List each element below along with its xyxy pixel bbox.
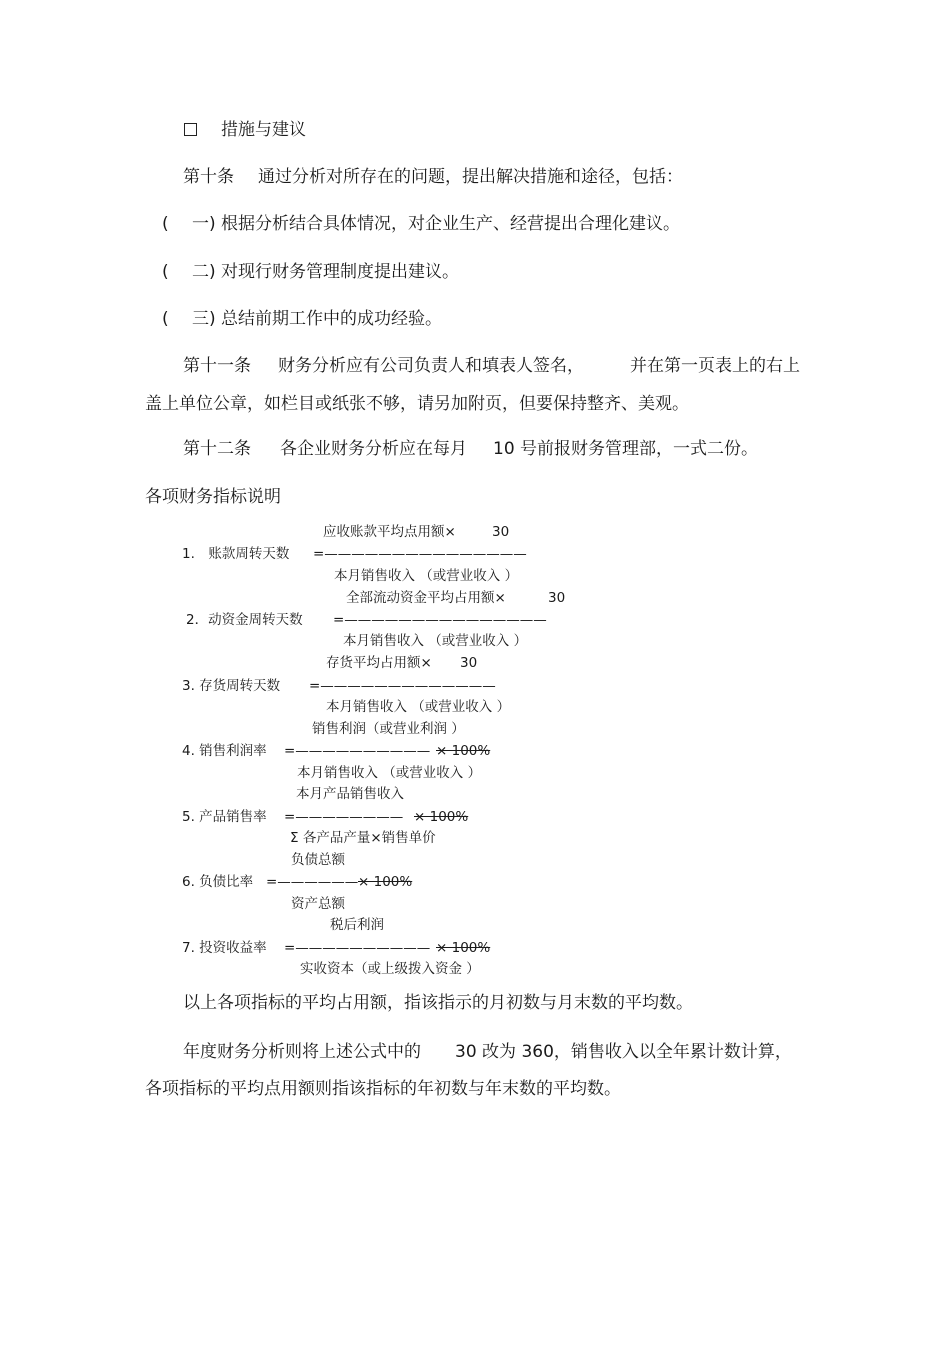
list-item: 一) 根据分析结合具体情况，对企业生产、经营提出合理化建议。 xyxy=(192,214,681,234)
formula-numerator: 全部流动资金平均占用额× xyxy=(346,590,506,606)
formula-fraction-bar: =————————————— xyxy=(309,678,496,694)
note-paragraph-b: 30 改为 360，销售收入以全年累计数计算， xyxy=(455,1042,792,1062)
note-paragraph: 以上各项指标的平均占用额，指该指示的月初数与月末数的平均数。 xyxy=(183,993,693,1013)
formula-percent: × 100% xyxy=(436,743,491,759)
formula-fraction-bar: =———————— xyxy=(284,809,404,825)
indicators-heading: 各项财务指标说明 xyxy=(145,487,281,507)
section-title: 措施与建议 xyxy=(221,120,306,140)
formula-numerator: 本月产品销售收入 xyxy=(296,786,404,802)
formula-numerator: 销售利润（或营业利润 ） xyxy=(312,721,465,737)
formula-denominator: 资产总额 xyxy=(291,896,345,912)
article11-number: 第十一条 xyxy=(183,356,251,376)
list-item: 二) 对现行财务管理制度提出建议。 xyxy=(192,262,460,282)
formula-name: 3. 存货周转天数 xyxy=(182,678,281,694)
formula-denominator: 本月销售收入 （或营业收入 ） xyxy=(326,699,511,715)
formula-denominator: 本月销售收入 （或营业收入 ） xyxy=(334,568,519,584)
formula-name: 4. 销售利润率 xyxy=(182,743,267,759)
formula-fraction-bar: =—————————— xyxy=(284,940,431,956)
formula-name: 5. 产品销售率 xyxy=(182,809,267,825)
article11-text-a: 财务分析应有公司负责人和填表人签名， xyxy=(278,356,584,376)
formula-percent: × 100% xyxy=(436,940,491,956)
note-paragraph-a: 年度财务分析则将上述公式中的 xyxy=(183,1042,421,1062)
formula-percent: × 100% xyxy=(414,809,469,825)
formula-denominator: Σ 各产品产量×销售单价 xyxy=(290,830,436,846)
formula-numerator: 存货平均占用额× xyxy=(326,655,432,671)
list-item-paren: ( xyxy=(162,262,169,282)
article12-text-b: 10 号前报财务管理部，一式二份。 xyxy=(493,439,759,459)
formula-numerator: 应收账款平均点用额× xyxy=(323,524,456,540)
formula-name: 7. 投资收益率 xyxy=(182,940,267,956)
article12-text-a: 各企业财务分析应在每月 xyxy=(280,439,467,459)
article11-text-b: 并在第一页表上的右上 xyxy=(630,356,800,376)
formula-denominator: 本月销售收入 （或营业收入 ） xyxy=(297,765,482,781)
formula-factor: 30 xyxy=(492,524,510,540)
list-item-paren: ( xyxy=(162,214,169,234)
formula-fraction-bar: =——————————————— xyxy=(333,612,547,628)
formula-name: 6. 负债比率 xyxy=(182,874,254,890)
formula-name: 1. 账款周转天数 xyxy=(182,546,290,562)
note-paragraph-line2: 各项指标的平均点用额则指该指标的年初数与年末数的平均数。 xyxy=(145,1079,621,1099)
formula-denominator: 本月销售收入 （或营业收入 ） xyxy=(343,633,528,649)
list-item-paren: ( xyxy=(162,309,169,329)
formula-fraction-bar: =—————— xyxy=(266,874,359,890)
article12-number: 第十二条 xyxy=(183,439,251,459)
formula-fraction-bar: =——————————————— xyxy=(313,546,527,562)
formula-factor: 30 xyxy=(460,655,478,671)
formula-denominator: 实收资本（或上级拨入资金 ） xyxy=(300,961,480,977)
formula-fraction-bar: =—————————— xyxy=(284,743,431,759)
formula-name: 2．动资金周转天数 xyxy=(186,612,303,628)
formula-percent: × 100% xyxy=(358,874,413,890)
formula-numerator: 税后利润 xyxy=(330,917,384,933)
formula-factor: 30 xyxy=(548,590,566,606)
formula-numerator: 负债总额 xyxy=(291,852,345,868)
article10-text: 通过分析对所存在的问题，提出解决措施和途径，包括： xyxy=(258,167,683,187)
article11-text-line2: 盖上单位公章，如栏目或纸张不够，请另加附页，但要保持整齐、美观。 xyxy=(145,394,689,414)
list-item: 三) 总结前期工作中的成功经验。 xyxy=(192,309,443,329)
article10-number: 第十条 xyxy=(183,167,234,187)
checkbox-icon xyxy=(184,123,197,136)
